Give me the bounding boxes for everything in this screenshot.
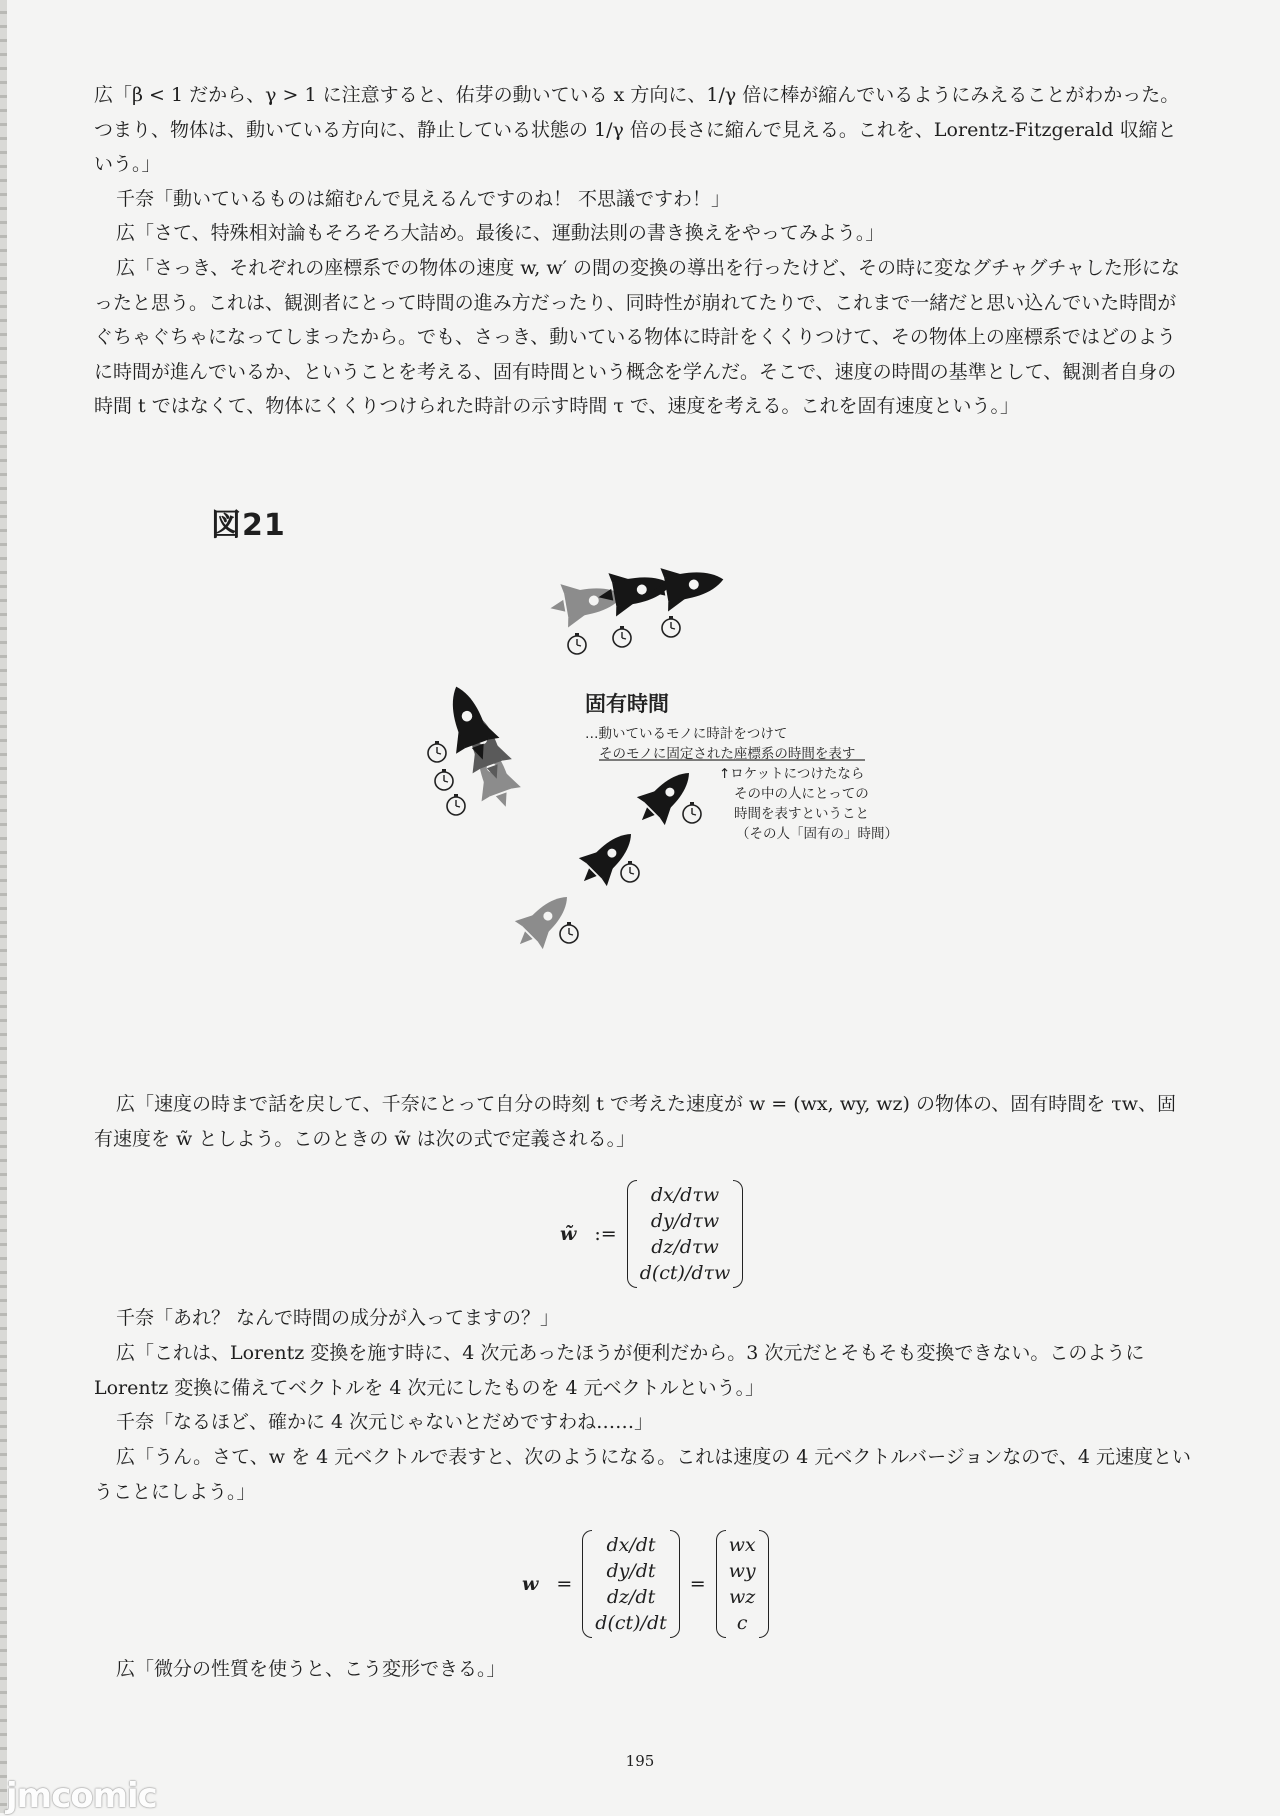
note-line: その中の人にとっての <box>734 786 869 802</box>
note-line: そのモノに固定された座標系の時間を表す <box>599 746 856 762</box>
clock-icon <box>428 741 446 762</box>
rocket-icon <box>506 883 581 958</box>
note-title: 固有時間 <box>585 692 669 716</box>
page-number: 195 <box>625 1752 655 1770</box>
paragraph-3: 広「さて、特殊相対論もそろそろ大詰め。最後に、運動法則の書き換えをやってみよう。」 <box>116 222 885 244</box>
clock-icon <box>613 626 631 647</box>
clock-icon <box>435 769 453 790</box>
eq2-lhs: w <box>522 1573 539 1595</box>
eq2-entry: dx/dt <box>606 1534 656 1556</box>
rocket-icon <box>570 820 645 895</box>
clock-icon <box>560 922 578 943</box>
paragraph-9: 広「うん。さて、w を 4 元ベクトルで表すと、次のようになる。これは速度の 4 元ベクトルバージョンなので、4 元速度ということにしよう。」 <box>94 1446 1192 1503</box>
eq2-entry2: wy <box>728 1560 756 1582</box>
eq1-op: := <box>594 1223 617 1245</box>
eq2-entry: dy/dt <box>606 1560 656 1582</box>
eq2-op2: = <box>689 1573 706 1595</box>
eq2-entry: d(ct)/dt <box>595 1612 667 1634</box>
equation-four-velocity <box>514 1530 769 1638</box>
paragraph-6: 千奈「あれ？ なんで時間の成分が入ってますの？」 <box>116 1307 560 1329</box>
paragraph-10: 広「微分の性質を使うと、こう変形できる。」 <box>116 1658 506 1680</box>
paragraph-4: 広「さっき、それぞれの座標系での物体の速度 w, w′ の間の変換の導出を行ったけど、その時に変なグチャグチャした形になったと思う。これは、観測者にとって時間の進み方だったり、同時性が崩れてたりで、これまで一緒だと思い込んでいた時間がぐちゃぐちゃになってしまったから。でも、さっき、動いている物体に時計をくくりつけて、その物体上の座標系ではどのように時間が進んでいるか、ということを考える、固有時間という概念を学んだ。そこで、速度の時間の基準として、観測者自身の時間 t ではなくて、物体にくくりつけられた時計の示す時間 τ で、速度を考える。これを固有速度という。」 <box>94 257 1180 417</box>
paragraph-1: 広「β < 1 だから、γ > 1 に注意すると、佑芽の動いている x 方向に、1/γ 倍に棒が縮んでいるようにみえることがわかった。つまり、物体は、動いている方向に、静止している状態の 1/γ 倍の長さに縮んで見える。これを、Lorentz-Fitzgerald 収縮という。」 <box>94 84 1180 175</box>
paragraph-5: 広「速度の時まで話を戻して、千奈にとって自分の時刻 t で考えた速度が w = (wx, wy, wz) の物体の、固有時間を τw、固有速度を w̃ としよう。このときの w̃ は次の式で定義される。」 <box>94 1093 1177 1150</box>
clock-icon <box>447 794 465 815</box>
eq1-entry: dx/dτw <box>650 1184 720 1206</box>
equation-proper-velocity <box>552 1180 743 1288</box>
eq2-entry2: wx <box>728 1534 756 1556</box>
clock-icon <box>568 633 586 654</box>
eq2-entry2: c <box>736 1612 748 1634</box>
note-line: ↑ロケットにつけたなら <box>719 766 865 782</box>
clock-icon <box>683 802 701 823</box>
note-line: 時間を表すということ <box>734 806 869 822</box>
eq1-entry: d(ct)/dτw <box>639 1262 731 1284</box>
paragraph-7: 広「これは、Lorentz 変換を施す時に、4 次元あったほうが便利だから。3 次元だとそもそも変換できない。このように Lorentz 変換に備えてベクトルを 4 次元にしたものを 4 元ベクトルという。」 <box>94 1342 1145 1399</box>
paragraph-2: 千奈「動いているものは縮むんで見えるんですのね！ 不思議ですわ！」 <box>116 188 731 210</box>
eq2-entry: dz/dt <box>606 1586 656 1608</box>
note-line: （その人「固有の」時間） <box>736 826 898 842</box>
clock-icon <box>621 861 639 882</box>
eq2-entry2: wz <box>729 1586 756 1608</box>
figure-label: 図21 <box>211 508 286 543</box>
watermark: jmcomic <box>6 1776 157 1816</box>
eq1-entry: dz/dτw <box>651 1236 719 1258</box>
clock-icon <box>662 616 680 637</box>
paragraph-8: 千奈「なるほど、確かに 4 次元じゃないとだめですわね……」 <box>116 1411 654 1433</box>
eq2-op: = <box>556 1573 573 1595</box>
note-line: …動いているモノに時計をつけて <box>585 726 788 742</box>
eq1-lhs: w̃ <box>560 1223 577 1245</box>
eq1-entry: dy/dτw <box>650 1210 720 1232</box>
